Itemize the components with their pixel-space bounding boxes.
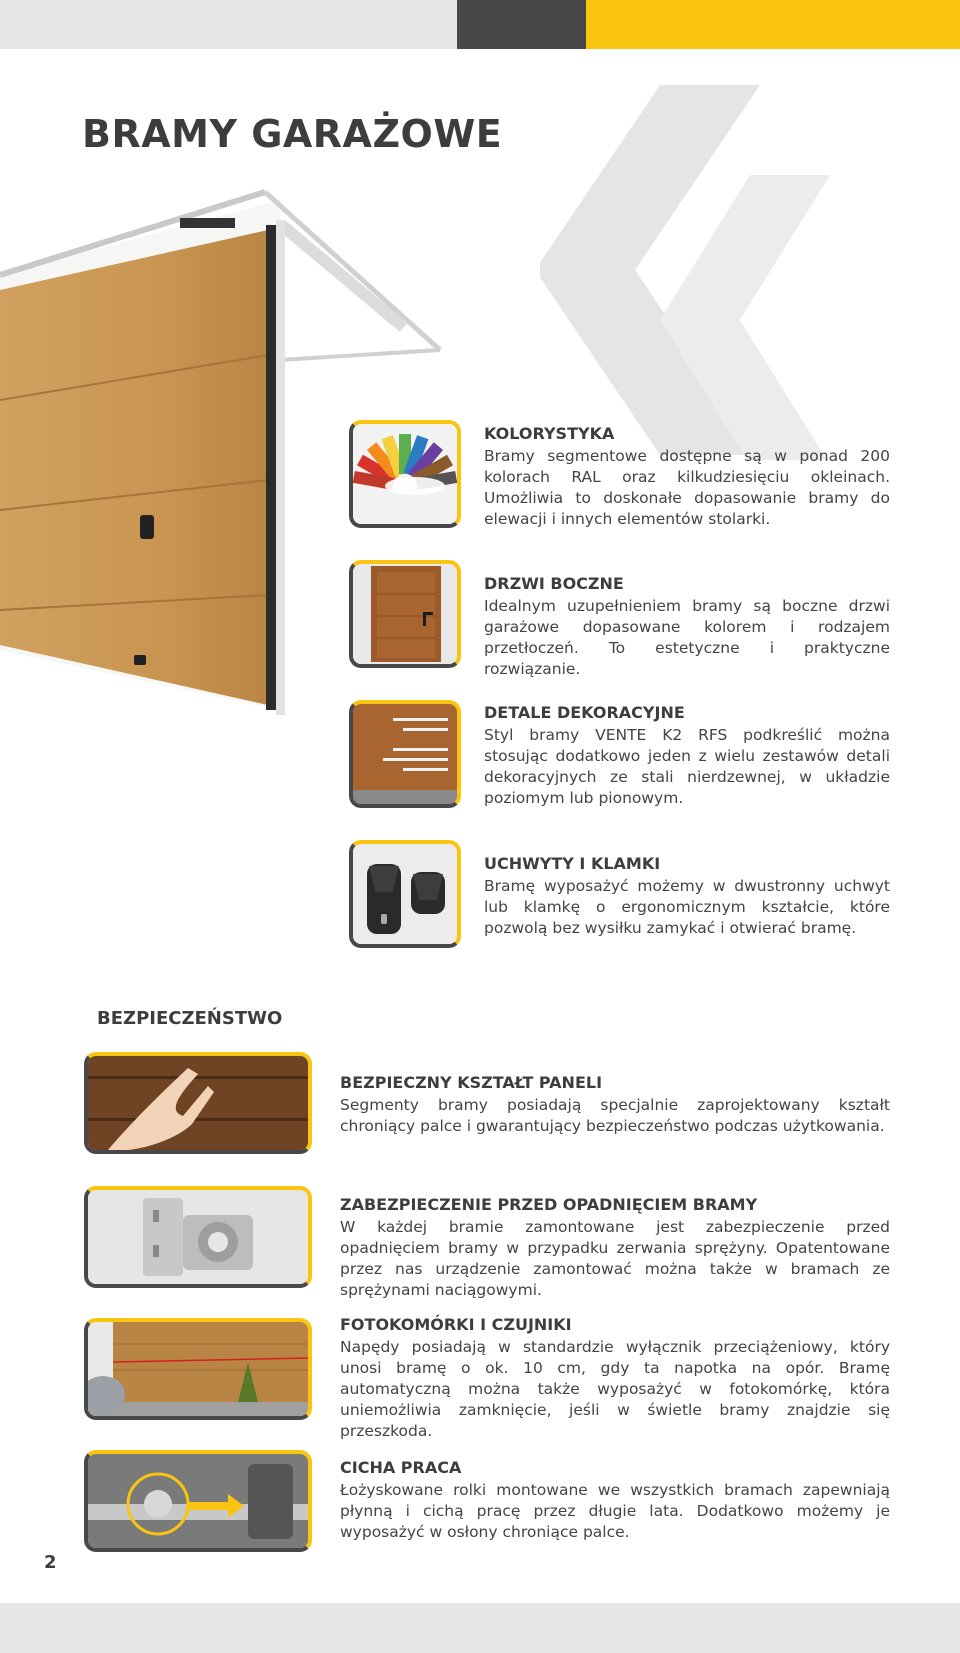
feature-detale-dekoracyjne — [484, 702, 890, 809]
section-title-bezpieczenstwo: BEZPIECZEŃSTWO — [97, 1008, 283, 1029]
feature-text: Bramy segmentowe dostępne są w ponad 200 kolorach RAL oraz kilkudziesięciu okleinach. Umożliwia to doskonałe dopasowanie bramy do elewacji i innych elementów stolarki. — [484, 447, 890, 528]
top-color-bar — [0, 0, 960, 49]
feature-title: UCHWYTY I KLAMKI — [484, 854, 661, 873]
hand-panel-icon — [84, 1052, 312, 1154]
bottom-color-bar — [0, 1603, 960, 1653]
roller-icon — [84, 1450, 312, 1552]
safety-item-text: Łożyskowane rolki montowane we wszystkich bramach zapewniają płynną i cichą pracę przez długie lata. Dodatkowo możemy je wyposażyć w osłony chroniące palce. — [340, 1481, 890, 1541]
side-door-icon — [349, 560, 461, 668]
safety-item-text: Napędy posiadają w standardzie wyłącznik przeciążeniowy, który unosi bramę o ok. 10 cm, gdy ta napotka na opór. Bramę automatyczną można także wyposażyć w fotokomórkę, która uniemożliwia zamknięcie, jeśli w świetle bramy znajdzie się przeszkoda. — [340, 1338, 890, 1440]
door-handle-icon — [349, 840, 461, 948]
feature-uchwyty-i-klamki — [484, 853, 890, 939]
page-title: BRAMY GARAŻOWE — [82, 112, 503, 156]
safety-bezpieczny-ksztalt — [340, 1072, 890, 1137]
top-bar-dark-segment — [457, 0, 586, 49]
feature-title: KOLORYSTYKA — [484, 424, 615, 443]
feature-title: DETALE DEKORACYJNE — [484, 703, 685, 722]
safety-zabezpieczenie — [340, 1194, 890, 1301]
photocell-icon — [84, 1318, 312, 1420]
safety-item-title: CICHA PRACA — [340, 1458, 462, 1477]
safety-cicha-praca — [340, 1457, 890, 1543]
palette-icon — [349, 420, 461, 528]
safety-item-title: BEZPIECZNY KSZTAŁT PANELI — [340, 1073, 603, 1092]
feature-text: Idealnym uzupełnieniem bramy są boczne drzwi garażowe dopasowane kolorem i rodzajem przetłoczeń. To estetyczne i praktyczne rozwiązanie. — [484, 597, 890, 678]
safety-item-text: Segmenty bramy posiadają specjalnie zaprojektowany kształt chroniący palce i gwarantujący bezpieczeństwo podczas użytkowania. — [340, 1096, 890, 1135]
feature-kolorystyka — [484, 423, 890, 530]
safety-item-text: W każdej bramie zamontowane jest zabezpieczenie przed opadnięciem bramy w przypadku zerwania sprężyny. Opatentowane przez nas urządzenie zamontować można także w bramach ze sprężynami naciągowymi. — [340, 1218, 890, 1299]
feature-title: DRZWI BOCZNE — [484, 574, 624, 593]
chevron-decoration-icon — [540, 80, 840, 460]
decor-strips-icon — [349, 700, 461, 808]
page-number: 2 — [44, 1552, 57, 1573]
safety-item-title: ZABEZPIECZENIE PRZED OPADNIĘCIEM BRAMY — [340, 1195, 758, 1214]
feature-text: Styl bramy VENTE K2 RFS podkreślić można stosując dodatkowo jeden z wielu zestawów detali dekoracyjnych ze stali nierdzewnej, w układzie poziomym lub pionowym. — [484, 726, 890, 807]
top-bar-yellow-segment — [586, 0, 960, 49]
feature-text: Bramę wyposażyć możemy w dwustronny uchwyt lub klamkę o ergonomicznym kształcie, które pozwolą bez wysiłku zamykać i otwierać bramę. — [484, 877, 890, 937]
spring-safety-icon — [84, 1186, 312, 1288]
safety-fotokomorki — [340, 1314, 890, 1442]
safety-item-title: FOTOKOMÓRKI I CZUJNIKI — [340, 1315, 572, 1334]
feature-drzwi-boczne — [484, 573, 890, 680]
